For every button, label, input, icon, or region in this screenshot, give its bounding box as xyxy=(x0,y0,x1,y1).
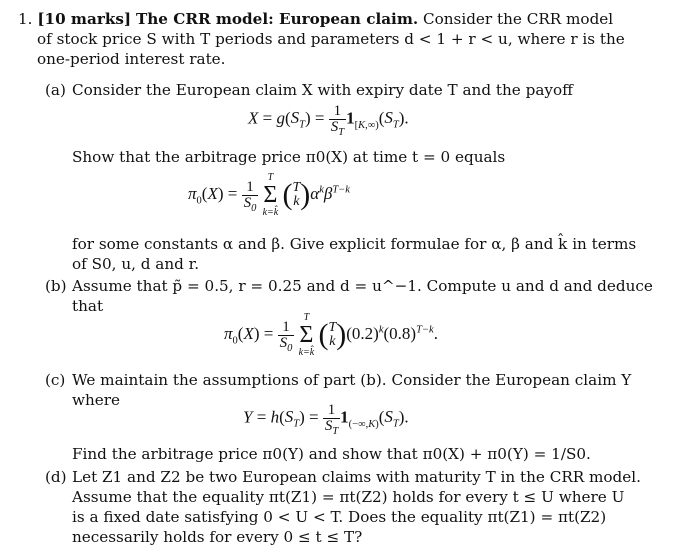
part-a-line-2: Show that the arbitrage price π0(X) at time t = 0 equals xyxy=(72,148,506,166)
part-c-line-1: We maintain the assumptions of part (b). Consider the European claim Y xyxy=(72,371,632,389)
part-a-equation-1: $X = g(S_T)$ = $\frac{1}{S_T}$ $1_{[K,\infty)}(S_T)$. xyxy=(248,103,409,138)
problem-intro-2: of stock price S with T periods and parameters d < 1 + r < u, where r is the xyxy=(37,30,625,48)
problem-header xyxy=(18,10,613,30)
problem-number: 1. xyxy=(18,10,33,28)
part-b-line-1: Assume that p̃ = 0.5, r = 0.25 and d = u^−1. Compute u and d and deduce xyxy=(72,277,653,295)
part-b-line-2: that xyxy=(72,297,104,315)
part-c-equation: $Y = h(S_T)$ = $\frac{1}{S_T}$ $1_{(-\infty,K)}(S_T)$. xyxy=(243,402,409,437)
part-b-equation: $\pi_0(X)$ = $\frac{1}{S_0}$ T Σ k=k̂ ( T k )$(0.2)^k(0.8)^{T-k}$. xyxy=(224,312,438,358)
part-c-label: (c) xyxy=(45,371,66,389)
problem-title: The CRR model: European claim. xyxy=(135,10,419,28)
part-a-line-3: for some constants α and β. Give explicit formulae for α, β and k̂ in terms xyxy=(72,235,637,253)
part-c-line-3: Find the arbitrage price π0(Y) and show that π0(X) + π0(Y) = 1/S0. xyxy=(72,445,591,463)
part-a-equation-2: $\pi_0(X)$ = $\frac{1}{S_0}$ T Σ k=k̂ ( T k )$\alpha^k\beta^{T-k}$ xyxy=(188,172,350,218)
problem-intro-1: Consider the CRR model xyxy=(423,10,614,28)
problem-intro-3: one-period interest rate. xyxy=(37,50,226,68)
part-d-line-4: necessarily holds for every 0 ≤ t ≤ T? xyxy=(72,528,363,546)
problem-marks: [10 marks] xyxy=(37,10,132,28)
part-d-line-2: Assume that the equality πt(Z1) = πt(Z2) holds for every t ≤ U where U xyxy=(72,488,625,506)
part-d-label: (d) xyxy=(45,468,67,486)
part-c-line-2: where xyxy=(72,391,121,409)
part-a-line-1: Consider the European claim X with expiry date T and the payoff xyxy=(72,81,573,99)
part-d-line-3: is a fixed date satisfying 0 < U < T. Does the equality πt(Z1) = πt(Z2) xyxy=(72,508,607,526)
part-b-label: (b) xyxy=(45,277,67,295)
part-d-line-1: Let Z1 and Z2 be two European claims with maturity T in the CRR model. xyxy=(72,468,641,486)
part-a-label: (a) xyxy=(45,81,66,99)
part-a-line-4: of S0, u, d and r. xyxy=(72,255,200,273)
